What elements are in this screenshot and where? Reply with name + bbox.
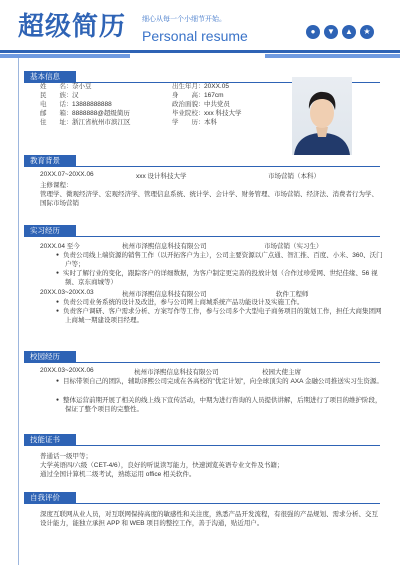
section-heading: 自我评价 bbox=[24, 492, 76, 504]
section-heading: 基本信息 bbox=[24, 71, 76, 83]
section-heading: 教育背景 bbox=[24, 155, 76, 167]
skill-line: 大学英语四/六级（CET-4/6），良好的听说读写能力，快速浏览英语专业文件及书籍； bbox=[40, 462, 284, 469]
email-value: 8888888@超级简历 bbox=[72, 110, 130, 117]
address-value: 浙江省杭州市滨江区 bbox=[72, 119, 131, 126]
phone-value: 13888888888 bbox=[72, 101, 112, 108]
job-company: 杭州市泽熙信息科技有限公司 bbox=[122, 291, 207, 298]
campus-role: 校园大使主席 bbox=[262, 369, 301, 376]
graduation-cap-icon: ▲ bbox=[342, 25, 356, 39]
job-bullet: ● 负责客户调研、客户需求分析、方案写作等工作，参与公司多个大型电子商务项目的策划工作，担任大商集团网上商城一期建设项目经理。 bbox=[56, 307, 387, 325]
section-education bbox=[0, 155, 400, 167]
courses-list: 管理学、微观经济学、宏观经济学、管理信息系统、统计学、会计学、财务管理、市场营销、经济法、消费者行为学、国际市场营销 bbox=[40, 191, 378, 207]
section-internship bbox=[0, 225, 400, 237]
header-band bbox=[0, 50, 400, 58]
section-skills bbox=[0, 434, 400, 446]
courses-title: 主修课程： bbox=[40, 182, 73, 189]
tagline-en: Personal resume bbox=[142, 28, 248, 44]
campus-bullet: ● 目标带领自己的团队，辅助泽熙公司完成在各高校的"优定计划"，向全球顶尖的 AXA 金融公司推送实习生资源。 bbox=[56, 377, 387, 386]
tie-icon: ▼ bbox=[324, 25, 338, 39]
tagline-cn: 细心从每一个小细节开始。 bbox=[142, 16, 226, 23]
section-heading: 校园经历 bbox=[24, 351, 76, 363]
campus-bullet: ● 整体运营前期开展了相关的线上线下宣传活动，中期为进行咨询的人员提供讲解，后期进行了项目的维护阶段，保证了整个项目的完整性。 bbox=[56, 396, 387, 414]
skill-line: 普通话一级甲等； bbox=[40, 453, 92, 460]
job-company: 杭州市泽熙信息科技有限公司 bbox=[122, 243, 207, 250]
campus-org: 杭州市泽熙信息科技有限公司 bbox=[134, 369, 219, 376]
name-value: 奈小豆 bbox=[72, 83, 92, 90]
resume-title: 超级简历 bbox=[18, 11, 127, 41]
job-role: 软件工程师 bbox=[276, 291, 309, 298]
job-bullet: ● 实时了解行业的变化，跟踪客户的详细数据，为客户制定更完善的投放计划（合作过珍爱网、世纪佳缘、56 视频、京东商城等） bbox=[56, 269, 387, 287]
job-bullet: ● 负责公司线上端资源的销售工作（以开拓客户为主），公司主要资源以广点通、智汇推、百度、小米、360、沃门户等； bbox=[56, 251, 387, 269]
job-period: 20XX.03~20XX.03 bbox=[40, 289, 94, 296]
education-school: xxx 设计科技大学 bbox=[136, 173, 187, 180]
education-period: 20XX.07~20XX.06 bbox=[40, 171, 94, 178]
education-major: 市场营销（本科） bbox=[268, 173, 320, 180]
section-campus bbox=[0, 351, 400, 363]
job-bullet: ● 负责公司业务系统的设计及改进，参与公司网上商城系统产品功能设计及实施工作。 bbox=[56, 298, 387, 307]
header-icons bbox=[306, 25, 374, 39]
section-heading: 技能证书 bbox=[24, 434, 76, 446]
campus-period: 20XX.03~20XX.06 bbox=[40, 367, 94, 374]
skill-line: 通过全国计算机二级考试，熟练运用 office 相关软件。 bbox=[40, 471, 196, 478]
resume-page: 超级简历 细心从每一个小细节开始。 Personal resume ● ▼ ▲ ★ 基本信息 姓 名：奈小豆 民 族：汉 电 话：13888888888 邮 箱：8888888@超级简历 住 址：浙江省杭州市滨江区 出生年月：20XX.05 身 高：167cm 政治面貌：中共党员 毕业院校：xxx 科技大学 学 历：本科 教育背景 20XX.07~20XX.06 xxx 设计科技大学 市场营销（本科） 主修课程： 管理学、微观经济学、宏观经济学、管理信息系统、统计学、会计学、财务管理、市场营销、经济法、消费者行为学、国际市场营销 实习经历 20XX.04 至今 杭州市泽熙信息科技有限公司 市场营销（实习生） ● 负责公司线上端资源的销售工作（以开拓客户为主），公司主要资源以广点通、智汇推、百度、小米、360、沃门户等； ● 实时了解行业的变化，跟踪客户的详细数据，为客户制定更完善的投放计划（合作过珍爱网、世纪佳缘、56 视频、京东商城等） 20XX.03~20XX.03 杭州市泽熙信息科技有限公司 软件工程师 ● 负责公司业务系统的设计及改进，参与公司网上商城系统产品功能设计及实施工作。 ● 负责客户调研、客户需求分析、方案写作等工作，参与公司多个大型电子商务项目的策划工作，担任大商集团网上商城一期建设项目经理。 校园经历 20XX.03~20XX.06 杭州市泽熙信息科技有限公司 校园大使主席 ● 目标带领自己的团队，辅助泽熙公司完成在各高校的"优定计划"，向全球顶尖的 AXA 金融公司推送实习生资源。 ● 整体运营前期开展了相关的线上线下宣传活动，中期为进行咨询的人员提供讲解，后期进行了项目的维护阶段，保证了整个项目的完整性。 技能证书 普通话一级甲等； 大学英语四/六级（CET-4/6），良好的听说读写能力，快速浏览英语专业文件及书籍； 通过全国计算机二级考试，熟练运用 office 相关软件。 自我评价 深度互联网从业人员，对互联网保持高度的敏感性和关注度，熟悉产品开发流程，有很强的产品规划、需求分析、交互设计能力，能独立承担 APP 和 WEB 项目的整控工作，善于沟通，贴近用户。 bbox=[0, 0, 400, 565]
person-icon: ● bbox=[306, 25, 320, 39]
medal-icon: ★ bbox=[360, 25, 374, 39]
job-period: 20XX.04 至今 bbox=[40, 243, 80, 250]
profile-photo bbox=[292, 77, 352, 155]
section-heading: 实习经历 bbox=[24, 225, 76, 237]
job-role: 市场营销（实习生） bbox=[264, 243, 323, 250]
section-self-evaluation bbox=[0, 492, 400, 504]
left-rule bbox=[18, 58, 19, 565]
self-evaluation-text: 深度互联网从业人员，对互联网保持高度的敏感性和关注度，熟悉产品开发流程，有很强的产品规划、需求分析、交互设计能力，能独立承担 APP 和 WEB 项目的整控工作，善于沟通，贴近用户。 bbox=[40, 511, 378, 527]
